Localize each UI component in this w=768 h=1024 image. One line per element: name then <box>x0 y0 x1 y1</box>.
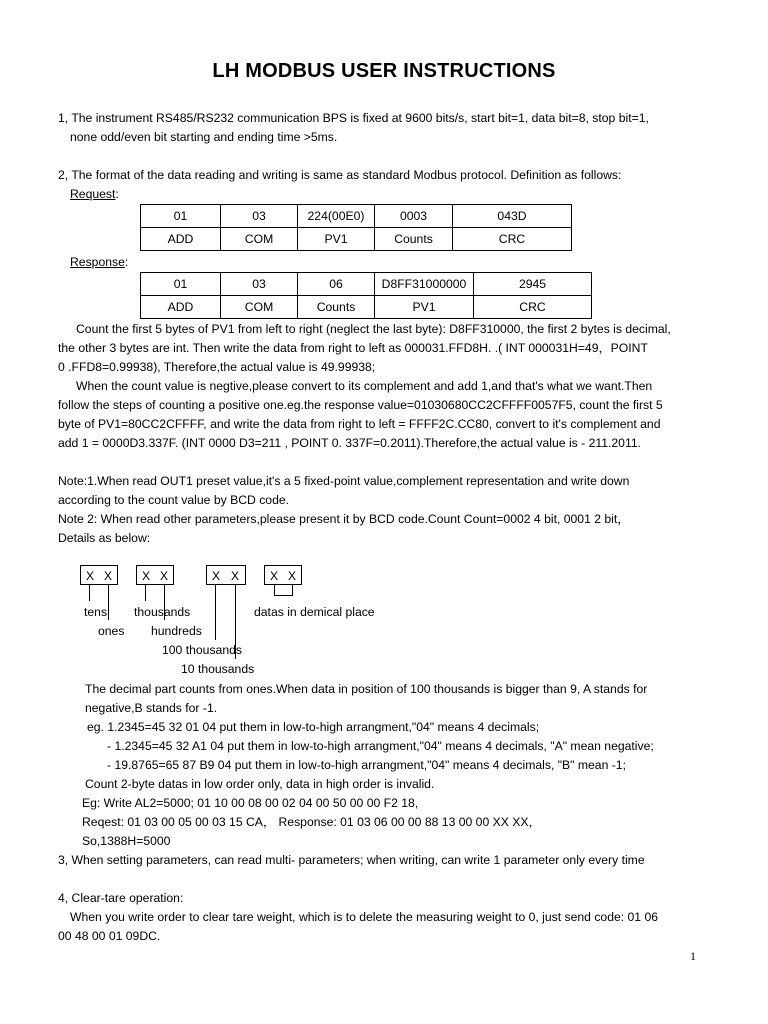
label-hundreds: hundreds <box>151 624 202 638</box>
request-label: Request: <box>70 187 119 201</box>
section-4-line-2: 00 48 00 01 09DC. <box>58 929 161 943</box>
label-thousands: thousands <box>134 605 191 619</box>
response-label: Response: <box>70 255 129 269</box>
paragraph-line: 0 .FFD8=0.99938), Therefore,the actual value is 49.99938; <box>58 360 376 374</box>
section-4-line-1: When you write order to clear tare weight, which is to delete the measuring weight to 0, just send code: 01 06 <box>70 910 659 924</box>
label-tens: tens <box>84 605 108 619</box>
paragraph-line: follow the steps of counting a positive one.eg.the response value=01030680CC2CFFFF0057F5, count the first 5 <box>58 398 663 412</box>
digit-char: X <box>142 569 151 583</box>
connector-line <box>274 585 275 595</box>
label-datas: datas in demical place <box>254 605 375 619</box>
paragraph-line: add 1 = 0000D3.337F. (INT 0000 D3=211 , POINT 0. 337F=0.2011).Therefore,the actual value is - 211.2011. <box>58 436 641 450</box>
section-1-line-2: none odd/even bit starting and ending time >5ms. <box>70 130 338 144</box>
explain-line: - 1.2345=45 32 A1 04 put them in low-to-high arrangment,"04" means 4 decimals, "A" mean negative; <box>107 739 654 753</box>
details-heading: Details as below: <box>58 531 151 545</box>
table-cell: 03 <box>221 273 298 296</box>
label-ones: ones <box>98 624 125 638</box>
table-cell: 0003 <box>375 205 453 228</box>
explain-line: Count 2-byte datas in low order only, data in high order is invalid. <box>85 777 435 791</box>
digit-char: X <box>270 569 279 583</box>
digit-char: X <box>86 569 95 583</box>
connector-line <box>89 585 90 601</box>
table-cell: ADD <box>141 228 221 251</box>
paragraph-line: Count the first 5 bytes of PV1 from left to right (neglect the last byte): D8FF310000, the first 2 bytes is decimal, <box>76 322 671 336</box>
section-3: 3, When setting parameters, can read multi- parameters; when writing, can write 1 parameter only every time <box>58 853 645 867</box>
table-cell: Counts <box>375 228 453 251</box>
connector-line <box>274 595 293 596</box>
table-cell: D8FF31000000 <box>375 273 474 296</box>
connector-line <box>215 585 216 640</box>
table-cell: 03 <box>221 205 298 228</box>
digit-box <box>80 565 118 585</box>
note-1-line: Note:1.When read OUT1 preset value,it's a 5 fixed-point value,complement representation and write down <box>58 474 630 488</box>
page-title: LH MODBUS USER INSTRUCTIONS <box>212 60 556 82</box>
section-2-line-1: 2, The format of the data reading and writing is same as standard Modbus protocol. Definition as follows: <box>58 168 622 182</box>
table-row <box>141 273 592 296</box>
table-cell: CRC <box>453 228 572 251</box>
table-cell: PV1 <box>298 228 375 251</box>
note-2: Note 2: When read other parameters,please present it by BCD code.Count Count=0002 4 bit, 0001 2 bit， <box>58 512 630 526</box>
digit-char: X <box>160 569 169 583</box>
table-cell: 043D <box>453 205 572 228</box>
digit-char: X <box>212 569 221 583</box>
digit-char: X <box>104 569 113 583</box>
table-cell: PV1 <box>375 296 474 319</box>
explain-line: - 19.8765=65 87 B9 04 put them in low-to-high arrangment,"04" means 4 decimals, "B" mean -1; <box>107 758 626 772</box>
label-10-thousands: 10 thousands <box>181 662 255 676</box>
connector-line <box>145 585 146 601</box>
section-1-line-1: 1, The instrument RS485/RS232 communication BPS is fixed at 9600 bits/s, start bit=1, data bit=8, stop bit=1, <box>58 111 649 125</box>
explain-line: negative,B stands for -1. <box>85 701 218 715</box>
page-number: 1 <box>690 949 696 963</box>
table-cell: CRC <box>474 296 592 319</box>
digit-char: X <box>231 569 240 583</box>
explain-line: The decimal part counts from ones.When data in position of 100 thousands is bigger than 9, A stands for <box>85 682 648 696</box>
table-cell: 2945 <box>474 273 592 296</box>
explain-line: Eg: Write AL2=5000; 01 10 00 08 00 02 04 00 50 00 00 F2 18, <box>82 796 419 810</box>
paragraph-line: the other 3 bytes are int. Then write the data from right to left as 000031.FFD8H. .( INT 000031H=49，POINT <box>58 341 648 355</box>
paragraph-line: byte of PV1=80CC2CFFFF, and write the data from right to left = FFFF2C.CC80, convert to it's complement and <box>58 417 661 431</box>
section-4-heading: 4, Clear-tare operation: <box>58 891 184 905</box>
digit-box <box>136 565 174 585</box>
table-cell: COM <box>221 228 298 251</box>
digit-box <box>206 565 246 585</box>
explain-line: So,1388H=5000 <box>82 834 171 848</box>
table-cell: 01 <box>141 273 221 296</box>
digit-box <box>264 565 302 585</box>
table-row <box>141 205 572 228</box>
note-1-line: according to the count value by BCD code. <box>58 493 290 507</box>
table-cell: 224(00E0) <box>298 205 375 228</box>
response-table <box>140 272 592 319</box>
connector-line <box>108 585 109 620</box>
explain-line: Reqest: 01 03 00 05 00 03 15 CA， Response: 01 03 06 00 00 88 13 00 00 XX XX， <box>82 815 541 829</box>
digit-char: X <box>288 569 297 583</box>
table-cell: COM <box>221 296 298 319</box>
connector-line <box>292 585 293 595</box>
table-cell: 06 <box>298 273 375 296</box>
table-cell: 01 <box>141 205 221 228</box>
paragraph-line: When the count value is negtive,please convert to its complement and add 1,and that's what we want.Then <box>76 379 653 393</box>
table-row <box>141 228 572 251</box>
table-cell: ADD <box>141 296 221 319</box>
request-table <box>140 204 572 251</box>
explain-line: eg. 1.2345=45 32 01 04 put them in low-to-high arrangment,"04" means 4 decimals; <box>87 720 540 734</box>
label-100-thousands: 100 thousands <box>162 643 242 657</box>
table-row <box>141 296 592 319</box>
table-cell: Counts <box>298 296 375 319</box>
